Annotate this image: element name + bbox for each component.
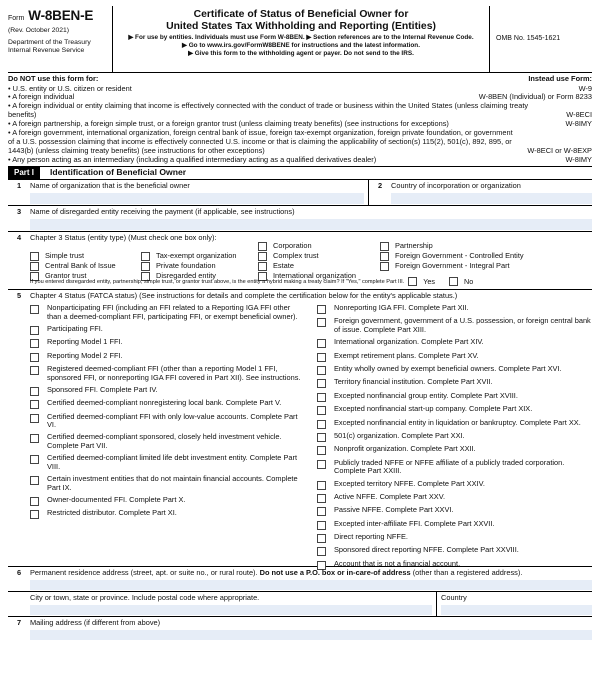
line-5-number: 5 <box>16 291 22 301</box>
ch4-checkbox[interactable] <box>317 339 326 348</box>
ch3-option-label: Disregarded entity <box>156 270 216 280</box>
ch4-checkbox[interactable] <box>317 406 326 415</box>
form-title-block <box>113 6 489 72</box>
ch4-checkbox[interactable] <box>317 547 326 556</box>
permanent-address-field[interactable] <box>30 580 592 590</box>
city-field[interactable] <box>30 605 432 615</box>
city-country-row <box>8 592 592 617</box>
city-label: City or town, state or province. Include postal code where appropriate. <box>30 593 260 603</box>
do-not-use-row <box>8 156 592 165</box>
ch4-option[interactable] <box>317 378 592 388</box>
do-not-use-text: • A foreign individual <box>8 92 75 102</box>
ch4-checkbox[interactable] <box>317 318 326 327</box>
do-not-use-heading: Do NOT use this form for: <box>8 74 99 83</box>
ch4-option-label: Entity wholly owned by exempt beneficial owners. Complete Part XVI. <box>334 363 562 373</box>
ch4-checkbox[interactable] <box>30 366 39 375</box>
do-not-use-form: W-8ECI <box>566 110 592 120</box>
ch3-option[interactable] <box>30 262 116 271</box>
chapter-4-right-column <box>317 304 592 573</box>
ch4-option-label: Sponsored FFI. Complete Part IV. <box>47 384 158 394</box>
ch4-option-label: Sponsored direct reporting NFFE. Complete Part XXVIII. <box>334 545 519 555</box>
ch3-option-label: Estate <box>273 260 294 270</box>
ch4-option-label: Owner-documented FFI. Complete Part X. <box>47 495 186 505</box>
do-not-use-form: W-8ECI or W-8EXP <box>527 145 592 155</box>
ch4-option-label: Nonreporting IGA FFI. Complete Part XII. <box>334 302 469 312</box>
ch4-checkbox[interactable] <box>30 339 39 348</box>
ch4-checkbox[interactable] <box>30 434 39 443</box>
hybrid-yes-label: Yes <box>423 276 436 286</box>
line-7-label: Mailing address (if different from above) <box>30 618 161 628</box>
line-6-row <box>8 567 592 592</box>
hybrid-yes-checkbox[interactable] <box>408 277 417 286</box>
ch4-option[interactable] <box>30 496 305 506</box>
ch4-checkbox[interactable] <box>317 534 326 543</box>
ch4-option-label: Excepted nonfinancial start-up company. Complete Part XIX. <box>334 404 533 414</box>
ch3-checkbox[interactable] <box>380 242 389 251</box>
part-label: Part I <box>8 167 40 179</box>
ch4-checkbox[interactable] <box>30 510 39 519</box>
country-incorporation-field[interactable] <box>391 193 592 204</box>
line-4-label: Chapter 3 Status (entity type) (Must check one box only): <box>30 233 217 243</box>
ch4-checkbox[interactable] <box>317 353 326 362</box>
ch4-option-label: Registered deemed-compliant FFI (other than a reporting Model 1 FFI, sponsored FFI, or nonreporting IGA FFI covered in Part XII). See instructions. <box>47 363 301 382</box>
chapter-4-left-column <box>30 304 317 573</box>
do-not-use-text: • A foreign government, international organization, foreign central bank of issue, foreign tax-exempt organization, foreign private foundation, or government of a U.S. possession claiming that income is effectively connected U.S. income or that is claiming the applicability of section(s) 115(2), 501(c), 892, 895, or 1443(b) (unless claiming treaty benefits) (see instructions for other exceptions) <box>8 127 513 155</box>
hybrid-question-row <box>30 277 592 286</box>
header-bullet-1: ▶ For use by entities. Individuals must use Form W-8BEN. ▶ Section references are to the Internal Revenue Code. <box>128 33 474 41</box>
ch3-checkbox[interactable] <box>258 262 267 271</box>
ch4-option-label: Active NFFE. Complete Part XXV. <box>334 491 446 501</box>
ch4-checkbox[interactable] <box>317 366 326 375</box>
ch4-option-label: Nonprofit organization. Complete Part XXII. <box>334 444 476 454</box>
ch4-option-label: Excepted territory NFFE. Complete Part XXIV. <box>334 478 485 488</box>
form-id-block <box>8 6 113 72</box>
hybrid-question: If you entered disregarded entity, partnership, simple trust, or grantor trust above, is the entity a hybrid making a treaty claim? If "Yes," complete Part III. <box>30 278 405 285</box>
ch4-option-label: Excepted nonfinancial entity in liquidation or bankruptcy. Complete Part XX. <box>334 417 581 427</box>
ch3-option[interactable] <box>258 252 319 261</box>
ch4-option-label: Participating FFI. <box>47 323 103 333</box>
ch4-option[interactable] <box>317 432 592 442</box>
ch3-option[interactable] <box>380 262 510 271</box>
do-not-use-form: W-8BEN (Individual) or Form 8233 <box>478 92 592 102</box>
ch4-option-label: Publicly traded NFFE or NFFE affiliate of a publicly traded corporation. Complete Part XXIII. <box>334 457 565 476</box>
ch4-option[interactable] <box>30 475 305 492</box>
ch4-option[interactable] <box>317 352 592 362</box>
ch4-checkbox[interactable] <box>317 305 326 314</box>
ch4-checkbox[interactable] <box>30 326 39 335</box>
ch4-option-label: Certified deemed-compliant FFI with only low-value accounts. Complete Part VI. <box>47 411 298 430</box>
ch3-option-label: Simple trust <box>45 250 85 260</box>
ch4-option-label: Excepted inter-affiliate FFI. Complete Part XXVII. <box>334 518 495 528</box>
ch4-option-label: Certain investment entities that do not maintain financial accounts. Complete Part IX. <box>47 474 298 492</box>
ch4-option-label: Certified deemed-compliant nonregistering local bank. Complete Part V. <box>47 398 282 408</box>
ch4-option[interactable] <box>317 459 592 476</box>
line-7-row <box>8 617 592 639</box>
ch4-option-label: 501(c) organization. Complete Part XXI. <box>334 430 465 440</box>
title-line-1: Certificate of Status of Beneficial Owner for <box>193 9 409 20</box>
ch4-checkbox[interactable] <box>317 494 326 503</box>
irs-name: Internal Revenue Service <box>8 46 85 54</box>
line-6-label: Permanent residence address (street, apt. or suite no., or rural route). Do not use a P.O. box or in-care-of address (other than a registered address). <box>30 568 523 578</box>
ch4-option[interactable] <box>30 304 305 321</box>
ch4-option[interactable] <box>317 493 592 503</box>
ch4-checkbox[interactable] <box>317 460 326 469</box>
ch4-option-label: Certified deemed-compliant sponsored, closely held investment vehicle. Complete Part VII. <box>47 432 282 451</box>
ch4-option[interactable] <box>317 546 592 556</box>
line-3-label: Name of disregarded entity receiving the payment (if applicable, see instructions) <box>30 207 295 217</box>
form-prefix: Form <box>8 15 25 22</box>
ch3-option-label: Foreign Government - Controlled Entity <box>395 250 524 260</box>
revision: (Rev. October 2021) <box>8 26 70 34</box>
do-not-use-text: • A foreign individual or entity claiming that income is effectively connected with the conduct of trade or business within the United States (unless claiming treaty benefits) <box>8 101 529 120</box>
dept-name: Department of the Treasury <box>8 38 91 46</box>
ch3-option-label: Private foundation <box>156 260 216 270</box>
ch3-option-label: Complex trust <box>273 250 319 260</box>
ch4-checkbox[interactable] <box>317 379 326 388</box>
line-1-2-row <box>8 180 592 206</box>
do-not-use-list <box>8 85 592 165</box>
ch3-option-label: Partnership <box>395 240 433 250</box>
ch3-option[interactable] <box>380 242 433 251</box>
ch4-option-label: Reporting Model 2 FFI. <box>47 350 123 360</box>
instead-use-heading: Instead use Form: <box>528 74 592 83</box>
ch3-option[interactable] <box>30 252 84 261</box>
ch4-checkbox[interactable] <box>30 353 39 362</box>
ch4-option[interactable] <box>317 405 592 415</box>
do-not-use-row <box>8 129 592 156</box>
form-name: W-8BEN-E <box>28 8 94 23</box>
ch4-checkbox[interactable] <box>30 305 39 314</box>
ch4-checkbox[interactable] <box>30 497 39 506</box>
header-bullet-2: ▶ Go to www.irs.gov/FormW8BENE for instructions and the latest information. <box>182 41 420 49</box>
ch3-checkbox[interactable] <box>380 252 389 261</box>
do-not-use-form: W-9 <box>578 83 592 93</box>
line-7-number: 7 <box>16 618 22 628</box>
hybrid-no-label: No <box>464 276 474 286</box>
ch4-option[interactable] <box>30 413 305 430</box>
ch4-option-label: International organization. Complete Part XIV. <box>334 337 484 347</box>
ch3-checkbox[interactable] <box>141 262 150 271</box>
ch4-checkbox[interactable] <box>317 446 326 455</box>
do-not-use-form: W-8IMY <box>565 119 592 129</box>
line-1-cell <box>30 180 369 205</box>
line-6-number: 6 <box>16 568 22 578</box>
ch3-option-label: Central Bank of Issue <box>45 260 116 270</box>
ch4-option-label: Passive NFFE. Complete Part XXVI. <box>334 505 454 515</box>
ch4-checkbox[interactable] <box>317 507 326 516</box>
mailing-address-field[interactable] <box>30 630 592 640</box>
ch3-checkbox[interactable] <box>141 252 150 261</box>
ch4-option[interactable] <box>317 506 592 516</box>
ch4-checkbox[interactable] <box>317 481 326 490</box>
ch4-option[interactable] <box>30 454 305 471</box>
country-field[interactable] <box>441 605 592 615</box>
line-2-number: 2 <box>377 181 383 191</box>
ch4-option-label: Account that is not a financial account. <box>334 558 461 568</box>
ch4-option[interactable] <box>317 533 592 543</box>
omb-number: OMB No. 1545-1621 <box>489 6 592 72</box>
line-3-row <box>8 206 592 232</box>
ch4-checkbox[interactable] <box>317 420 326 429</box>
ch4-option-label: Nonparticipating FFI (including an FFI related to a Reporting IGA FFI other than a deemed-compliant FFI, participating FFI, or exempt beneficial owner). <box>47 302 298 321</box>
disregarded-entity-field[interactable] <box>30 219 592 230</box>
ch4-option[interactable] <box>317 445 592 455</box>
do-not-use-heading-row <box>8 73 592 85</box>
ch3-checkbox[interactable] <box>258 252 267 261</box>
ch4-option-label: Restricted distributor. Complete Part XI. <box>47 508 177 518</box>
do-not-use-row <box>8 102 592 120</box>
ch3-option-label: Foreign Government - Integral Part <box>395 260 510 270</box>
ch3-option[interactable] <box>258 242 312 251</box>
ch4-option[interactable] <box>30 325 305 335</box>
country-label: Country <box>441 593 467 603</box>
ch4-option[interactable] <box>30 352 305 362</box>
ch4-option[interactable] <box>30 338 305 348</box>
header-bullet-3: ▶ Give this form to the withholding agent or payer. Do not send to the IRS. <box>188 49 414 57</box>
ch4-option[interactable] <box>317 304 592 314</box>
do-not-use-text: • Any person acting as an intermediary (including a qualified intermediary acting as a qualified derivatives dealer) <box>8 154 377 164</box>
ch3-checkbox[interactable] <box>380 262 389 271</box>
ch4-option-label: Certified deemed-compliant limited life debt investment entity. Complete Part VIII. <box>47 453 298 472</box>
ch3-option-label: Tax-exempt organization <box>156 250 237 260</box>
title-line-2: United States Tax Withholding and Reporting (Entities) <box>166 20 436 32</box>
do-not-use-text: • U.S. entity or U.S. citizen or resident <box>8 83 132 93</box>
form-header <box>8 6 592 73</box>
ch4-checkbox[interactable] <box>30 387 39 396</box>
ch4-option-label: Direct reporting NFFE. <box>334 532 408 542</box>
ch3-checkbox[interactable] <box>30 252 39 261</box>
ch4-option[interactable] <box>30 399 305 409</box>
ch4-checkbox[interactable] <box>317 393 326 402</box>
ch4-option[interactable] <box>317 338 592 348</box>
ch3-option-label: Grantor trust <box>45 270 87 280</box>
ch4-option-label: Territory financial institution. Complete Part XVII. <box>334 377 493 387</box>
ch4-checkbox[interactable] <box>30 455 39 464</box>
line-2-label: Country of incorporation or organization <box>391 181 521 191</box>
ch3-option[interactable] <box>258 262 294 271</box>
ch3-option-label: International organization <box>273 270 356 280</box>
line-4-number: 4 <box>16 233 22 243</box>
ch4-checkbox[interactable] <box>30 414 39 423</box>
ch4-option[interactable] <box>30 433 305 450</box>
ch4-option[interactable] <box>30 365 305 382</box>
ch4-option-label: Exempt retirement plans. Complete Part XV. <box>334 350 479 360</box>
part-title: Identification of Beneficial Owner <box>50 167 187 178</box>
ch4-option[interactable] <box>317 392 592 402</box>
ch3-option-label: Corporation <box>273 240 312 250</box>
do-not-use-text: • A foreign partnership, a foreign simple trust, or a foreign grantor trust (unless claiming treaty benefits) (see instructions for exceptions) <box>8 119 449 129</box>
form-page <box>8 6 592 639</box>
ch4-option[interactable] <box>317 480 592 490</box>
ch4-option-label: Foreign government, government of a U.S. possession, or foreign central bank of issue. Complete Part XIII. <box>334 316 591 335</box>
ch3-checkbox[interactable] <box>258 242 267 251</box>
ch3-option[interactable] <box>141 252 237 261</box>
org-name-field[interactable] <box>30 193 364 204</box>
ch3-option[interactable] <box>141 262 216 271</box>
ch4-option-label: Reporting Model 1 FFI. <box>47 337 123 347</box>
ch4-option[interactable] <box>317 520 592 530</box>
ch4-option[interactable] <box>30 386 305 396</box>
line-5-row <box>8 290 592 567</box>
ch3-option[interactable] <box>380 252 524 261</box>
line-3-number: 3 <box>16 207 22 217</box>
ch4-checkbox[interactable] <box>317 433 326 442</box>
ch4-option[interactable] <box>30 509 305 519</box>
ch4-checkbox[interactable] <box>317 521 326 530</box>
do-not-use-form: W-8IMY <box>565 154 592 164</box>
ch4-option[interactable] <box>317 365 592 375</box>
ch4-option-label: Excepted nonfinancial group entity. Complete Part XVIII. <box>334 390 518 400</box>
ch4-checkbox[interactable] <box>30 400 39 409</box>
line-1-number: 1 <box>16 181 22 191</box>
part-1-header <box>8 166 592 180</box>
ch4-option[interactable] <box>317 419 592 429</box>
ch4-checkbox[interactable] <box>30 476 39 485</box>
line-2-cell <box>391 180 592 205</box>
line-1-label: Name of organization that is the beneficial owner <box>30 181 190 191</box>
hybrid-no-checkbox[interactable] <box>449 277 458 286</box>
ch4-option[interactable] <box>317 317 592 334</box>
ch3-checkbox[interactable] <box>30 262 39 271</box>
line-5-label: Chapter 4 Status (FATCA status) (See instructions for details and complete the certification below for the entity's applicable status.) <box>30 291 458 301</box>
line-4-row <box>8 232 592 290</box>
